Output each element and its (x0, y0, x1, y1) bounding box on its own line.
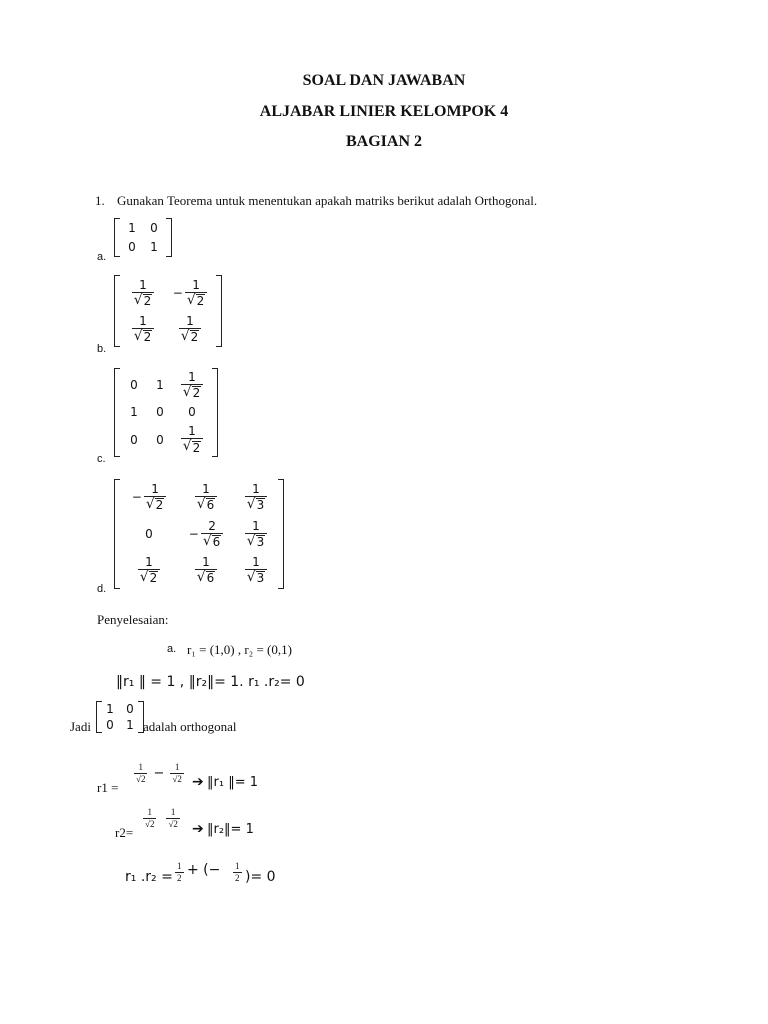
matrix-d-cell: − 1 √ 2 (132, 483, 167, 512)
matrix-d-cell: 1 √ 3 (245, 520, 267, 549)
matrix-c-cell: 1 √ 2 (181, 371, 203, 400)
matrix-d-cell: 1 √ 6 (195, 556, 217, 585)
norm-statement: ‖r₁ ‖ = 1 , ‖r₂‖= 1. r₁ .r₂= 0 (116, 674, 305, 690)
matrix-d-cell: 1 √ 2 (138, 556, 160, 585)
sqrt2: √2 (136, 774, 146, 784)
conclusion-text: adalah orthogonal (143, 719, 237, 734)
solution-heading: Penyelesaian: (97, 612, 169, 627)
matrix-c-cell: 0 (188, 405, 196, 420)
matrix-a-cell: 1 (128, 220, 136, 235)
matrix-result-cell: 0 (126, 702, 134, 716)
question-text: Gunakan Teorema untuk menentukan apakah matriks berikut adalah Orthogonal. (117, 193, 538, 208)
matrix-a (114, 218, 172, 257)
item-c-label: c. (97, 453, 106, 465)
matrix-c (114, 368, 218, 457)
r2-components: $\frac{1}{√2}$ $\frac{1}{√2}$ (145, 807, 178, 829)
document-subtitle: ALJABAR LINIER KELOMPOK 4 (259, 103, 509, 120)
matrix-d-cell: − 2 √ 6 (189, 520, 224, 549)
dot-frac-2: $\frac{1}{2}$ (235, 861, 240, 883)
matrix-a-cell: 0 (128, 240, 136, 255)
r1-label: r1 = (97, 780, 119, 795)
matrix-result-cell: 1 (106, 702, 114, 716)
item-d-label: d. (97, 583, 107, 595)
matrix-a-cell: 0 (150, 220, 158, 235)
matrix-c-cell: 0 (156, 405, 164, 420)
dot-product-result: )= 0 (245, 869, 276, 885)
matrix-result-cell: 0 (106, 718, 114, 732)
r2-label: r2= (115, 825, 134, 840)
r1-components: $\frac{1}{√2}$ − $\frac{1}{√2}$ (136, 762, 182, 784)
dot-product-label: r₁ .r₂ = (125, 869, 173, 885)
arrow-icon: ➔ (192, 774, 204, 790)
r2-norm: ‖r₂‖= 1 (207, 822, 254, 837)
arrow-icon: ➔ (192, 821, 204, 837)
row-vectors-definition: r₁ = (1,0) , r₂ = (0,1) (187, 642, 292, 657)
matrix-result (96, 701, 144, 733)
matrix-a-cell: 1 (150, 240, 158, 255)
document-section: BAGIAN 2 (345, 133, 422, 150)
solution-a-label: a. (167, 643, 177, 655)
dot-product-middle: + (− (187, 862, 221, 878)
matrix-result-cell: 1 (126, 718, 134, 732)
matrix-c-cell: 1 (130, 405, 138, 420)
matrix-c-cell: 1 √ 2 (181, 425, 203, 454)
matrix-d-cell: 1 √ 3 (245, 556, 267, 585)
matrix-b-cell: 1 √ 2 (132, 315, 154, 344)
matrix-c-cell: 0 (130, 432, 138, 447)
matrix-b (114, 275, 222, 347)
question-number: 1. (95, 193, 105, 208)
matrix-d-cell: 0 (145, 526, 153, 541)
matrix-b-cell: − 1 √ 2 (173, 279, 208, 308)
matrix-c-cell: 0 (130, 378, 138, 393)
dot-frac-1: $\frac{1}{2}$ (177, 861, 182, 883)
item-b-label: b. (97, 343, 107, 355)
matrix-b-cell: 1 √ 2 (179, 315, 201, 344)
matrix-d (114, 479, 284, 589)
matrix-d-cell: 1 √ 3 (245, 483, 267, 512)
matrix-d-cell: 1 √ 6 (195, 483, 217, 512)
jadi-label: Jadi (70, 719, 91, 734)
matrix-c-cell: 0 (156, 432, 164, 447)
r1-norm: ‖r₁ ‖= 1 (207, 775, 258, 790)
item-a-label: a. (97, 251, 107, 263)
matrix-b-cell: 1 √ 2 (132, 279, 154, 308)
document-title: SOAL DAN JAWABAN (302, 72, 466, 89)
matrix-c-cell: 1 (156, 378, 164, 393)
